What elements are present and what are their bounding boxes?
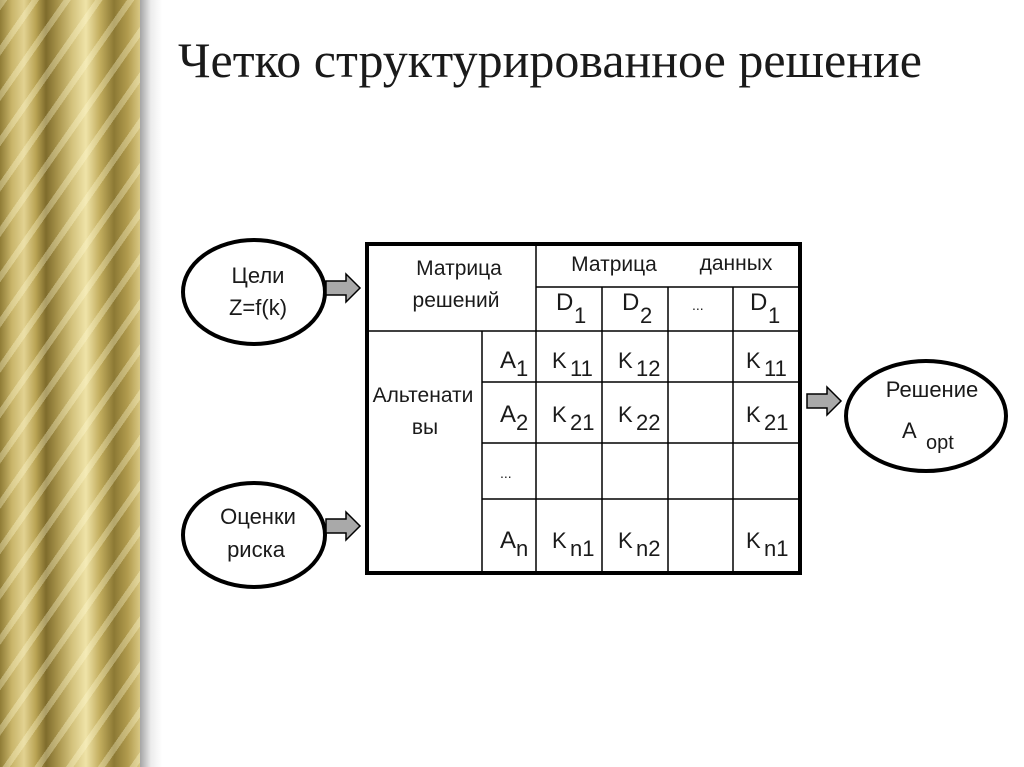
data-header-word2: данных — [699, 252, 773, 275]
alternative-3 — [500, 465, 512, 481]
slide-title: Четко структурированное решение — [178, 32, 922, 88]
alternative-2-main: A — [500, 401, 517, 428]
cell-r4-c4-sub: n1 — [764, 536, 789, 561]
goals-label-line1: Цели — [231, 263, 285, 288]
alternative-3-main: ... — [500, 465, 512, 481]
cell-r1-c2-sub: 12 — [636, 356, 661, 381]
alternative-4-sub: n — [516, 536, 529, 561]
goals-ellipse — [183, 240, 325, 344]
decision-label-line1: Решение — [885, 377, 979, 402]
decision-node — [846, 361, 1006, 471]
decision-label-a: A — [902, 418, 917, 443]
cell-r2-c1-sub: 21 — [570, 410, 595, 435]
cell-r1-c1-main: K — [552, 348, 567, 373]
cell-r4-c1-main: K — [552, 528, 567, 553]
alternative-4-main: A — [500, 527, 517, 554]
risk-ellipse — [183, 483, 325, 587]
decisions-header-line2: решений — [412, 289, 500, 312]
cell-r2-c2-sub: 22 — [636, 410, 661, 435]
alternative-1-sub: 1 — [516, 356, 529, 381]
column-header-3 — [692, 297, 704, 313]
goals-node — [183, 240, 325, 344]
alternatives-label-line1: Альтенати — [372, 384, 474, 407]
cell-r1-c4-main: K — [746, 348, 761, 373]
column-header-1-main: D — [556, 289, 574, 316]
alternatives-label-line2: вы — [411, 416, 439, 439]
cell-r4-c4-main: K — [746, 528, 761, 553]
arrow-decision-shape — [807, 387, 841, 415]
cell-r2-c4-main: K — [746, 402, 761, 427]
data-header-word1: Матрица — [571, 253, 657, 276]
column-header-1-sub: 1 — [574, 303, 587, 328]
goals-label-line2: Z=f(k) — [228, 295, 288, 320]
column-header-4-main: D — [750, 289, 768, 316]
cell-r2-c1-main: K — [552, 402, 567, 427]
column-header-3-main: ... — [692, 297, 704, 313]
cell-r1-c2-main: K — [618, 348, 633, 373]
column-header-4-sub: 1 — [768, 303, 781, 328]
decisions-header-line1: Матрица — [416, 257, 502, 280]
arrow-goals — [326, 274, 360, 302]
alternative-2-sub: 2 — [516, 410, 529, 435]
arrow-decision — [807, 387, 841, 415]
alternative-1-main: A — [500, 347, 517, 374]
cell-r4-c2-sub: n2 — [636, 536, 661, 561]
risk-label-line1: Оценки — [220, 504, 296, 529]
decision-label-sub: opt — [926, 432, 954, 454]
cell-r2-c4-sub: 21 — [764, 410, 789, 435]
arrow-risk-shape — [326, 512, 360, 540]
cell-r2-c2-main: K — [618, 402, 633, 427]
cell-r1-c1-sub: 11 — [570, 356, 593, 381]
column-header-2-sub: 2 — [640, 303, 653, 328]
cell-r1-c4-sub: 11 — [764, 356, 787, 381]
matrix-table — [367, 244, 800, 573]
risk-label-line2: риска — [227, 537, 285, 562]
arrow-risk — [326, 512, 360, 540]
cell-r4-c1-sub: n1 — [570, 536, 595, 561]
risk-node — [183, 483, 325, 587]
arrow-goals-shape — [326, 274, 360, 302]
column-header-2-main: D — [622, 289, 640, 316]
cell-r4-c2-main: K — [618, 528, 633, 553]
